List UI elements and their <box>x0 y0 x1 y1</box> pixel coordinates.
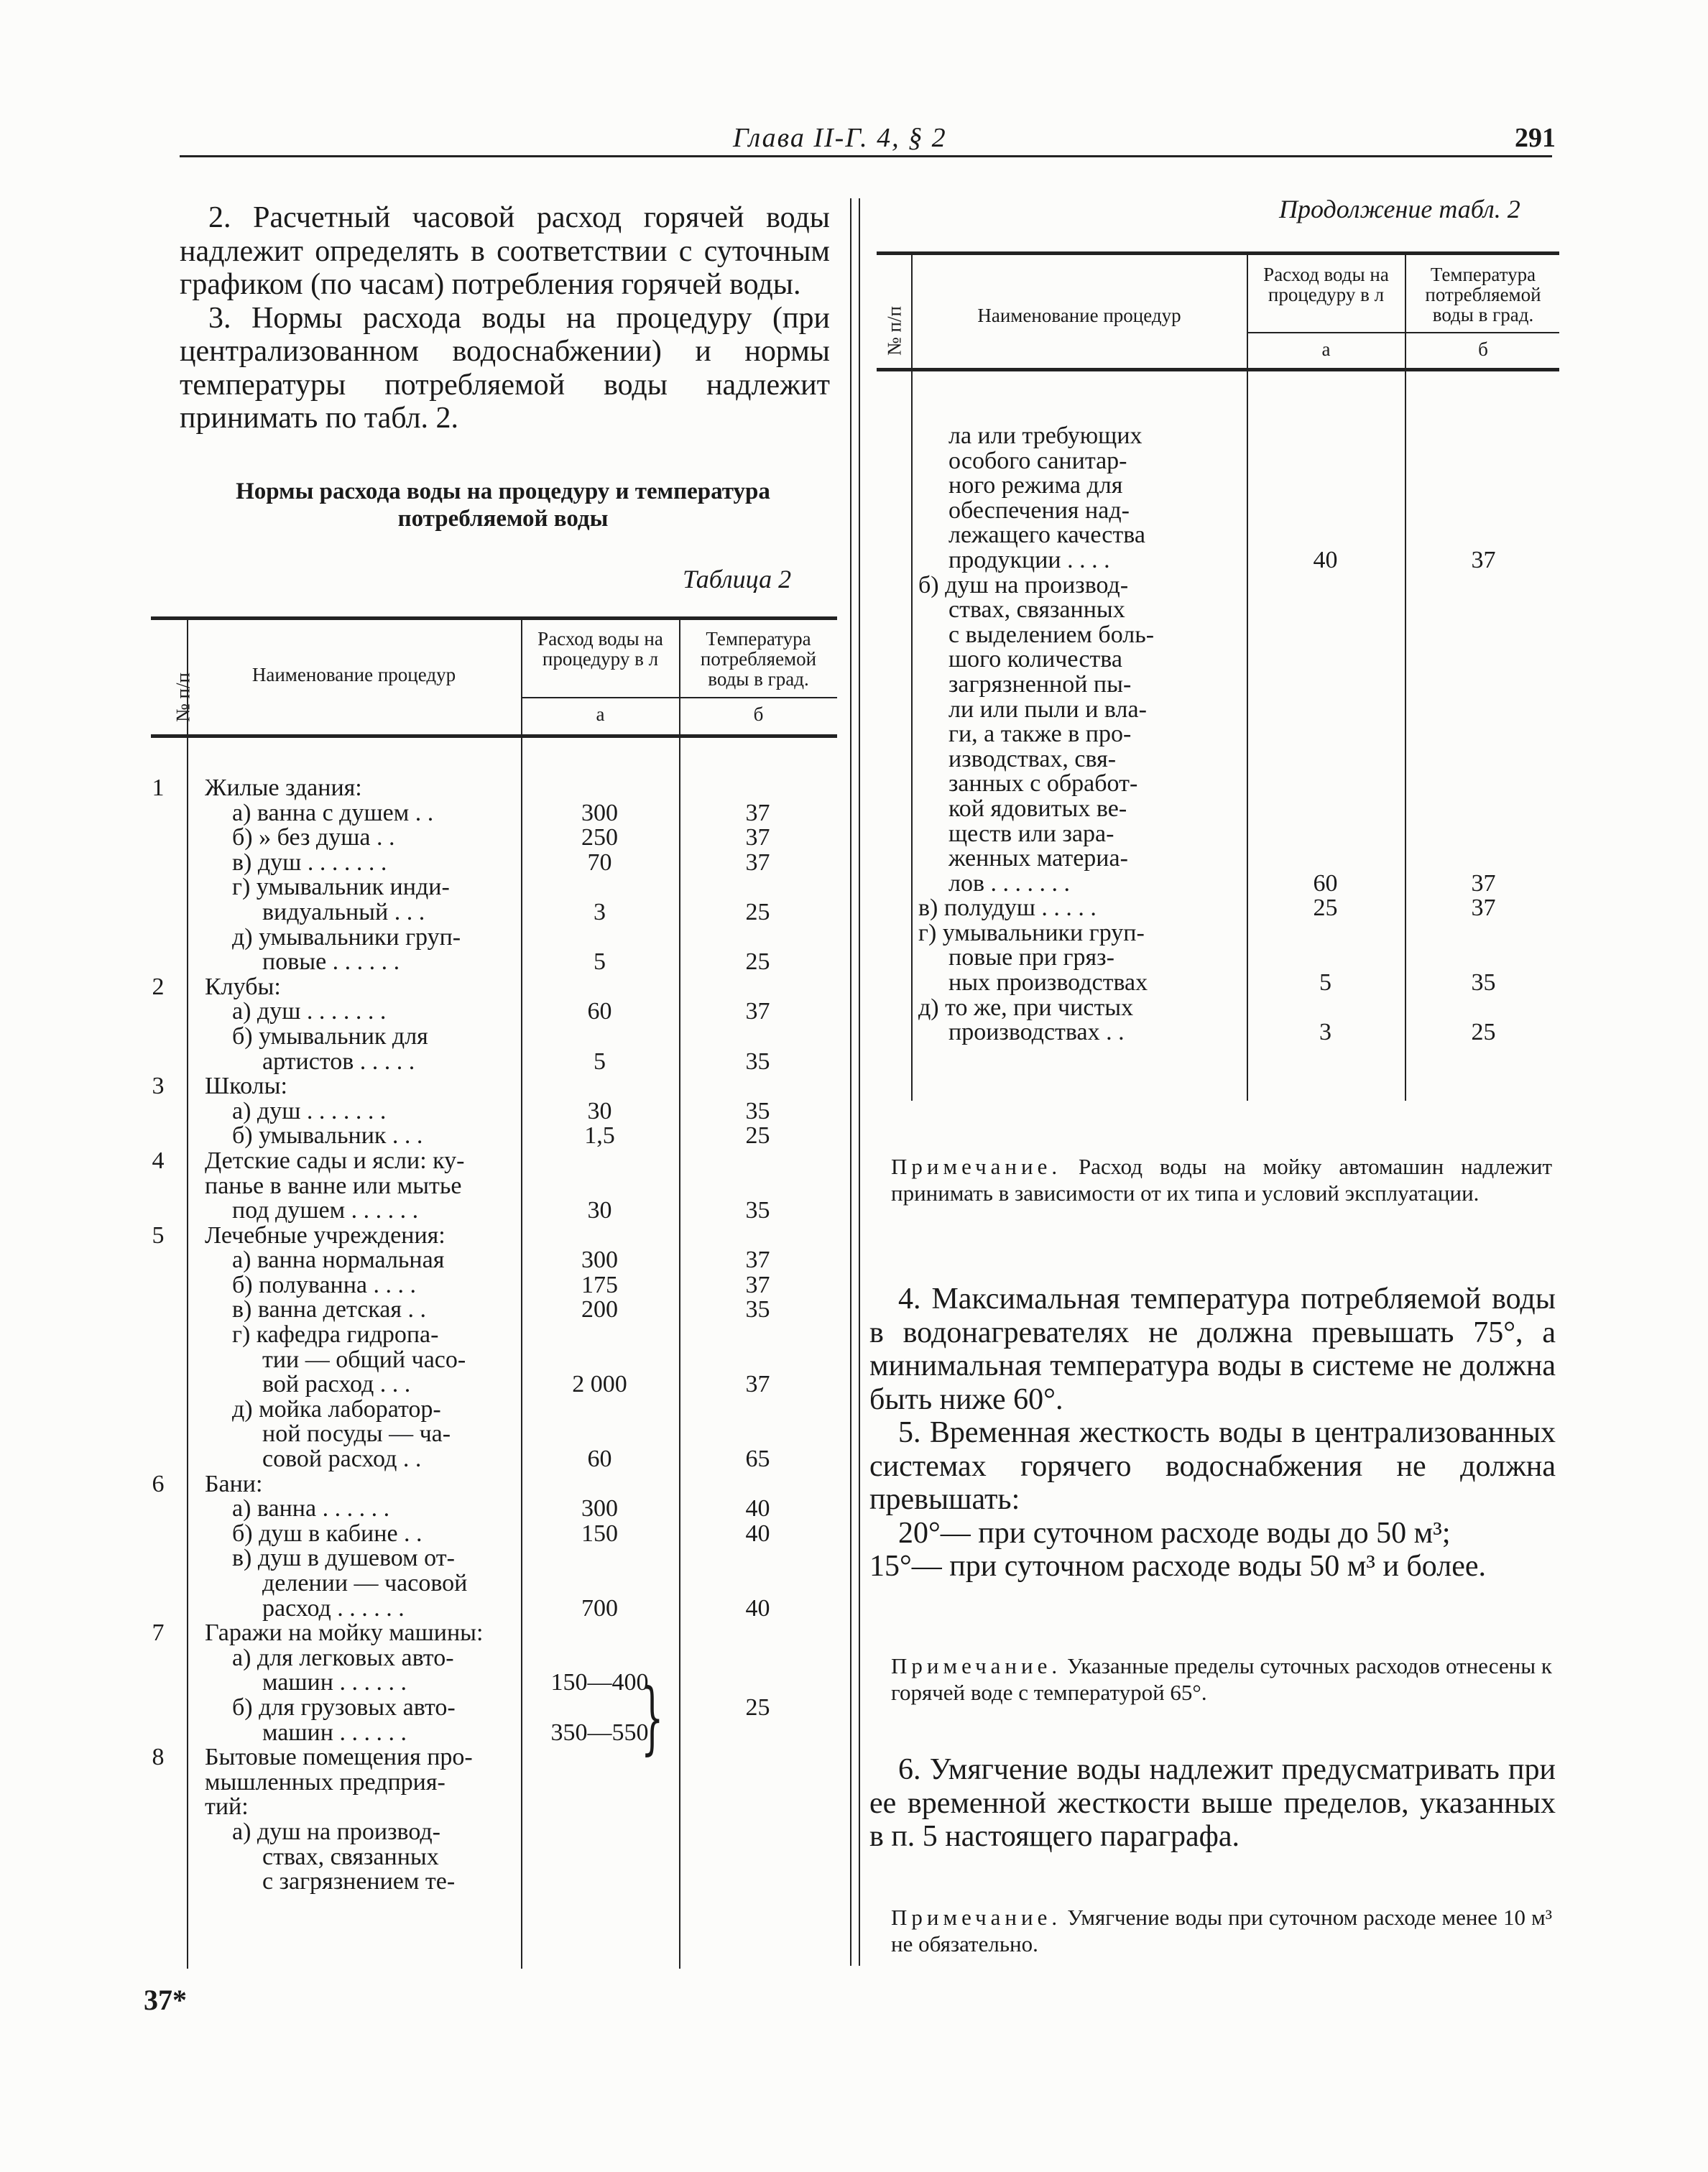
row-number: 8 <box>152 1744 165 1771</box>
row-value-b: 35 <box>1471 969 1496 997</box>
row-value-a: 150 <box>581 1520 618 1547</box>
row-number: 6 <box>152 1470 165 1497</box>
paragraph-5a: 20°— при суточном расходе воды до 50 м³; <box>898 1516 1451 1550</box>
right-table-top-rule <box>877 251 1559 255</box>
row-value-a: 3 <box>594 898 606 925</box>
row-value-a: 300 <box>581 1247 618 1274</box>
table-row <box>152 1619 837 1647</box>
table-row <box>165 1174 837 1199</box>
row-value-a: 250 <box>581 824 618 851</box>
row-value-a: 300 <box>581 799 618 826</box>
table-row <box>165 1646 837 1671</box>
table-row <box>165 1124 837 1149</box>
table-row <box>165 801 837 826</box>
table-row <box>165 1323 837 1348</box>
row-name: Детские сады и ясли: ку- <box>205 1147 465 1174</box>
row-name: б) для грузовых авто- <box>232 1693 456 1721</box>
table-title: Нормы расхода воды на процедуру и температура потребляемой воды <box>236 479 770 532</box>
col-header-b: Температура потребляемой воды в град. <box>700 628 817 690</box>
note-1-text: Расход воды на мойку автомашин надлежит принимать в зависимости от их типа и условий эксплуатации. <box>891 1154 1553 1206</box>
row-value-a: 3 <box>1319 1019 1331 1046</box>
note-2 <box>891 1653 1552 1706</box>
row-name: ги, а также в про- <box>948 721 1132 748</box>
row-value-a: 5 <box>1319 969 1331 997</box>
col-subheader-a: а <box>1321 338 1331 360</box>
row-value-b: 37 <box>1471 869 1496 897</box>
row-name: б) умывальник для <box>232 1022 428 1050</box>
table-row <box>165 1596 837 1622</box>
row-name: ствах, связанных <box>948 596 1125 624</box>
col-header-b: Температура потребляемой воды в град. <box>1425 264 1541 325</box>
row-name: в) душ в душевом от- <box>232 1545 455 1572</box>
row-name: повые . . . . . . <box>262 948 400 976</box>
row-name: обеспечения над- <box>948 496 1130 524</box>
row-name: загрязненной пы- <box>948 670 1132 698</box>
col-subheader-b: б <box>753 703 764 725</box>
table-top-rule <box>151 616 837 620</box>
row-value-a: 5 <box>594 1048 606 1075</box>
table-row <box>165 1546 837 1571</box>
table-row <box>165 1248 837 1273</box>
row-value-a: 2 000 <box>572 1371 627 1398</box>
table-row <box>891 523 1559 548</box>
row-name: с выделением боль- <box>948 621 1155 648</box>
row-value-b: 37 <box>745 998 770 1025</box>
row-name: под душем . . . . . . <box>232 1197 419 1224</box>
row-value-a: 300 <box>581 1495 618 1522</box>
row-value-b: 35 <box>745 1097 770 1124</box>
table-row <box>891 695 1559 723</box>
table-row <box>891 996 1559 1021</box>
row-value-b: 37 <box>745 799 770 826</box>
col-header-a: Расход воды на процедуру в л <box>537 628 663 670</box>
row-name: д) то же, при чистых <box>918 994 1134 1021</box>
col-header-name: Наименование процедур <box>977 305 1181 326</box>
row-name: в) ванна детская . . <box>232 1296 427 1323</box>
table-label: Таблица 2 <box>683 565 792 593</box>
note-label: Примечание. <box>891 1154 1062 1179</box>
row-value-a: 25 <box>1313 895 1338 922</box>
table-row <box>891 921 1559 946</box>
table-row <box>891 449 1559 474</box>
table-row <box>891 573 1559 599</box>
table-row <box>891 424 1559 449</box>
row-name: а) ванна с душем . . <box>232 799 434 826</box>
row-name: производствах . . <box>948 1019 1125 1046</box>
table-row <box>165 851 837 876</box>
row-value-a: 40 <box>1313 546 1338 573</box>
row-value-b: 25 <box>745 948 770 976</box>
row-name: а) душ на производ- <box>232 1818 440 1845</box>
table-row <box>165 826 837 851</box>
subheader-rule <box>1247 332 1559 333</box>
table-row <box>165 1870 837 1895</box>
row-name: особого санитар- <box>948 447 1127 474</box>
row-value-a: 70 <box>587 849 612 876</box>
row-name: б) полуванна . . . . <box>232 1271 417 1298</box>
table-row <box>891 598 1559 623</box>
row-number: 7 <box>152 1619 165 1647</box>
header-bottom-rule <box>877 368 1559 371</box>
table-row <box>891 869 1559 897</box>
row-name: изводствах, свя- <box>948 745 1117 772</box>
row-name: Лечебные учреждения: <box>205 1221 446 1249</box>
row-name: а) душ . . . . . . . <box>232 1097 387 1124</box>
table-body-left <box>152 775 837 1895</box>
table-row <box>891 1020 1559 1045</box>
row-value-a: 700 <box>581 1594 618 1622</box>
row-name: Жилые здания: <box>205 775 362 801</box>
note-label: Примечание. <box>891 1653 1062 1678</box>
chapter-header: Глава II-Г. 4, § 2 <box>733 123 947 153</box>
note-2-text: Указанные пределы суточных расходов отнесены к горячей воде с температурой 65°. <box>891 1653 1552 1705</box>
paragraph-2: 2. Расчетный часовой расход горячей воды надлежит определять в соответствии с суточным графиком (по часам) потребления горячей воды. <box>180 201 830 301</box>
row-name: ных производствах <box>948 969 1148 997</box>
row-name: делении — часовой <box>262 1570 468 1596</box>
row-value-a: 175 <box>581 1271 618 1298</box>
row-name: б) » без душа . . <box>232 824 395 851</box>
table-row <box>152 1147 837 1174</box>
table-row <box>165 1571 837 1596</box>
row-value-b: 25 <box>1471 1019 1496 1046</box>
table-row <box>152 1073 837 1100</box>
table-row <box>165 999 837 1025</box>
row-name: д) умывальники груп- <box>232 923 461 951</box>
table-row <box>152 973 837 1000</box>
row-name: продукции . . . . <box>948 546 1110 573</box>
row-number: 2 <box>152 973 165 1000</box>
row-name: кой ядовитых ве- <box>948 795 1127 822</box>
row-value-b: 25 <box>745 1693 770 1721</box>
row-name: машин . . . . . . <box>262 1669 407 1696</box>
right-paragraphs <box>869 1283 1556 1584</box>
col-header-number: № п/п <box>172 673 194 722</box>
row-value-b: 25 <box>745 898 770 925</box>
brace-symbol: } <box>641 1671 664 1763</box>
row-name: тий: <box>205 1793 249 1821</box>
row-name: а) душ . . . . . . . <box>232 998 387 1025</box>
table-row <box>165 1795 837 1820</box>
paragraph-6-block <box>869 1753 1556 1854</box>
table-row <box>165 1497 837 1522</box>
table-row <box>165 1721 837 1746</box>
row-name: артистов . . . . . <box>262 1048 415 1075</box>
table-row <box>165 1372 837 1397</box>
row-number: 4 <box>152 1147 165 1174</box>
row-name: Бытовые помещения про- <box>205 1744 473 1771</box>
header-rule <box>180 155 1552 157</box>
row-name: ществ или зара- <box>948 820 1114 847</box>
row-value-b: 40 <box>745 1495 770 1522</box>
row-name: тии — общий часо- <box>262 1346 466 1373</box>
page-number: 291 <box>1515 123 1556 153</box>
table-row <box>165 1022 837 1050</box>
row-name: г) умывальник инди- <box>232 874 450 901</box>
row-name: вой расход . . . <box>262 1371 411 1398</box>
row-number: 1 <box>152 775 165 801</box>
row-value-b: 35 <box>745 1296 770 1323</box>
row-name: панье в ванне или мытье <box>205 1172 462 1199</box>
table-row <box>891 971 1559 996</box>
table-row <box>165 1198 837 1224</box>
table-row <box>165 900 837 925</box>
header-bottom-rule <box>151 734 837 738</box>
table-row <box>891 496 1559 524</box>
row-name: а) для легковых авто- <box>232 1644 454 1671</box>
table-row <box>891 548 1559 573</box>
row-name: ной посуды — ча- <box>262 1420 451 1448</box>
table-row <box>152 775 837 801</box>
row-name: машин . . . . . . <box>262 1719 407 1746</box>
row-name: мышленных предприя- <box>205 1768 446 1796</box>
table-row <box>891 473 1559 499</box>
paragraph-5b: 15°— при суточном расходе воды 50 м³ и более. <box>869 1550 1486 1583</box>
table-row <box>891 822 1559 847</box>
row-name: Гаражи на мойку машины: <box>205 1619 484 1647</box>
row-name: занных с обработ- <box>948 770 1138 798</box>
row-value-b: 37 <box>745 1371 770 1398</box>
col-subheader-a: а <box>596 703 605 725</box>
row-value-b: 25 <box>745 1122 770 1150</box>
continuation-label: Продолжение табл. 2 <box>1279 195 1520 223</box>
row-name: г) кафедра гидропа- <box>232 1321 439 1349</box>
row-value-b: 37 <box>745 1247 770 1274</box>
row-name: Бани: <box>205 1470 263 1497</box>
table-row <box>891 670 1559 698</box>
paragraph-6: 6. Умягчение воды надлежит предусматривать при ее временной жесткости выше пределов, указанных в п. 5 настоящего параграфа. <box>869 1753 1556 1853</box>
row-name: повые при гряз- <box>948 944 1114 971</box>
row-value-a: 1,5 <box>584 1122 615 1150</box>
row-name: совой расход . . <box>262 1446 422 1473</box>
row-name: Школы: <box>205 1073 287 1100</box>
row-value-b: 40 <box>745 1520 770 1547</box>
row-name: а) ванна нормальная <box>232 1247 445 1274</box>
table-row <box>152 1221 837 1249</box>
row-name: Клубы: <box>205 973 281 1000</box>
table-row <box>165 1522 837 1547</box>
row-name: шого количества <box>948 646 1122 673</box>
row-name: ствах, связанных <box>262 1843 439 1870</box>
table-row <box>165 1348 837 1373</box>
table-body-right <box>891 424 1559 1045</box>
row-value-a: 60 <box>587 998 612 1025</box>
table-row <box>165 1050 837 1075</box>
row-name: видуальный . . . <box>262 898 425 925</box>
row-number: 5 <box>152 1221 165 1249</box>
row-value-b: 37 <box>1471 895 1496 922</box>
note-1 <box>891 1153 1552 1206</box>
table-row <box>165 1447 837 1472</box>
row-name: б) умывальник . . . <box>232 1122 423 1150</box>
row-value-a: 200 <box>581 1296 618 1323</box>
table-row <box>165 1422 837 1447</box>
table-row <box>891 896 1559 921</box>
row-value-a: 30 <box>587 1097 612 1124</box>
row-value-b: 65 <box>745 1446 770 1473</box>
table-row <box>891 846 1559 872</box>
table-row <box>891 772 1559 797</box>
table-row <box>165 1670 837 1696</box>
row-name: лежащего качества <box>948 522 1145 549</box>
row-value-a: 350—550 <box>550 1719 649 1746</box>
row-value-a: 150—400 <box>550 1669 649 1696</box>
table-row <box>152 1470 837 1497</box>
row-name: ного режима для <box>948 472 1123 499</box>
table-row <box>891 747 1559 772</box>
col-header-name: Наименование процедур <box>251 664 456 685</box>
note-3-text: Умягчение воды при суточном расходе менее 10 м³ не обязательно. <box>891 1905 1552 1956</box>
row-name: женных материа- <box>948 845 1128 872</box>
table-row <box>165 1845 837 1870</box>
column-separator <box>850 198 860 1966</box>
row-name: б) душ в кабине . . <box>232 1520 423 1547</box>
col-header-number: № п/п <box>883 306 905 356</box>
table-row <box>891 647 1559 673</box>
row-value-a: 30 <box>587 1197 612 1224</box>
row-value-a: 60 <box>1313 869 1338 897</box>
table-row <box>891 623 1559 648</box>
table-row <box>165 1099 837 1124</box>
row-name: а) ванна . . . . . . <box>232 1495 390 1522</box>
row-number: 3 <box>152 1073 165 1100</box>
table-row <box>891 722 1559 747</box>
row-value-b: 35 <box>745 1048 770 1075</box>
row-name: в) полудуш . . . . . <box>918 895 1097 922</box>
table-row <box>165 925 837 951</box>
paragraph-4: 4. Максимальная температура потребляемой воды в водонагревателях не должна превышать 75°, а минимальная температура воды в системе не должна быть ниже 60°. <box>869 1283 1556 1416</box>
table-row <box>165 950 837 975</box>
table-row <box>165 1770 837 1796</box>
row-value-a: 60 <box>587 1446 612 1473</box>
table-row <box>165 1397 837 1423</box>
table-row <box>165 1298 837 1323</box>
row-value-b: 37 <box>1471 546 1496 573</box>
intro-text <box>180 201 830 435</box>
row-value-b: 37 <box>745 849 770 876</box>
row-name: ли или пыли и вла- <box>948 695 1147 723</box>
subheader-rule <box>521 697 837 698</box>
row-name: лов . . . . . . . <box>948 869 1071 897</box>
row-name: б) душ на производ- <box>918 571 1129 599</box>
table-row <box>165 1693 837 1721</box>
row-name: в) душ . . . . . . . <box>232 849 387 876</box>
row-value-b: 37 <box>745 1271 770 1298</box>
col-header-a: Расход воды на процедуру в л <box>1263 264 1389 305</box>
note-3 <box>891 1904 1552 1957</box>
note-label: Примечание. <box>891 1905 1062 1930</box>
row-value-a: 5 <box>594 948 606 976</box>
paragraph-5: 5. Временная жесткость воды в централизованных системах горячего водоснабжения не должна превышать: <box>869 1416 1556 1516</box>
table-row <box>891 946 1559 971</box>
row-name: с загрязнением те- <box>262 1868 456 1895</box>
row-value-b: 35 <box>745 1197 770 1224</box>
signature-mark: 37* <box>144 1984 187 2016</box>
row-name: расход . . . . . . <box>262 1594 405 1622</box>
row-value-b: 40 <box>745 1594 770 1622</box>
table-row <box>165 1820 837 1845</box>
table-row <box>891 797 1559 822</box>
row-name: ла или требующих <box>948 422 1142 449</box>
table-row <box>165 1273 837 1298</box>
paragraph-3: 3. Нормы расхода воды на процедуру (при централизованном водоснабжении) и нормы температуры потребляемой воды надлежит принимать по табл. 2. <box>180 301 830 435</box>
table-row <box>165 875 837 900</box>
row-value-b: 37 <box>745 824 770 851</box>
row-name: д) мойка лаборатор- <box>232 1395 441 1423</box>
table-row <box>152 1744 837 1771</box>
col-subheader-b: б <box>1478 338 1488 360</box>
row-name: г) умывальники груп- <box>918 919 1145 946</box>
